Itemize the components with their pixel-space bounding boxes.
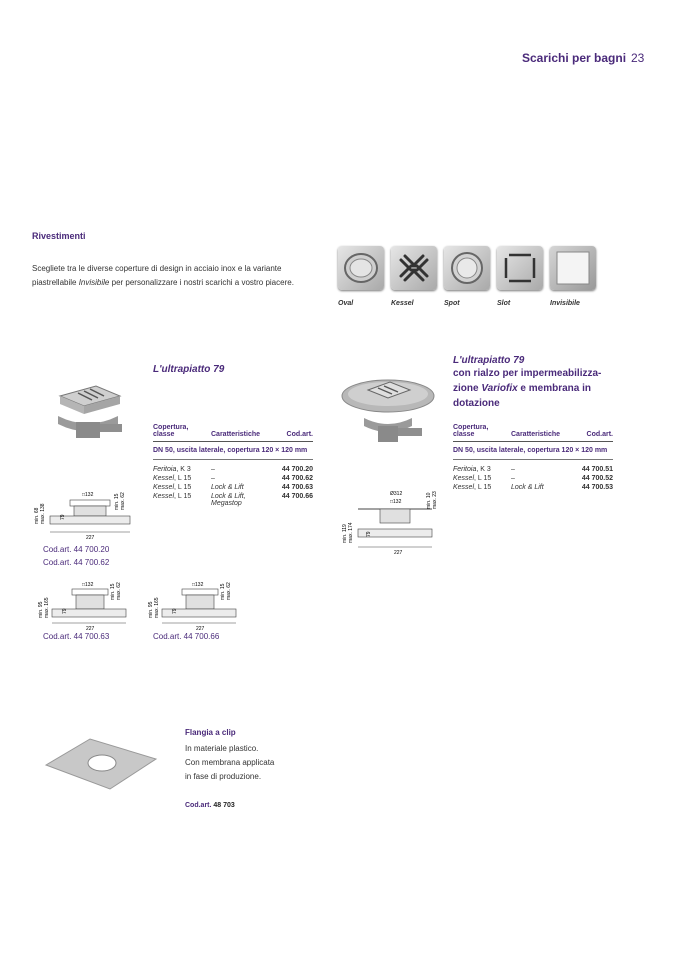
cell-feature: – [511,475,515,482]
cell-cover [153,492,211,508]
dim-227: 227 [196,626,205,632]
cell-cover [153,474,211,483]
cell-feature: – [511,466,515,473]
dim-max165: max. 165 [154,597,160,618]
drawing-2-svg [34,578,134,632]
table-row [153,474,313,483]
cover-class: , L 15 [174,475,192,482]
code-label-2: Cod.art. 44 700.62 [43,558,110,567]
product2-heading [453,355,623,411]
table-header-row [153,424,313,442]
dim-min10: min. 10 [426,492,432,509]
cover-spot-image [444,246,490,290]
cover-label-invisibile: Invisibile [550,300,580,307]
product1-table-wrap [153,424,313,508]
dn-row [453,442,613,460]
cell-code: 44 700.52 [581,475,613,482]
drawing-3-svg [144,578,244,632]
table-row [153,483,313,492]
code-label-4: Cod.art. 44 700.66 [153,632,220,641]
cell-code: 44 700.66 [281,493,313,500]
cover-name: Kessel [453,475,475,482]
dim-227: 227 [394,550,403,556]
dn-text: DN 50, uscita laterale, copertura 120 × 120 mm [453,442,613,460]
rivestimenti-title: Rivestimenti [32,231,86,241]
membrane-flange-icon [40,735,160,795]
cell-code: 44 700.53 [581,484,613,491]
table-row [453,483,613,492]
table-row [453,474,613,483]
dim-min15: min. 15 [114,493,120,510]
cover-name: Kessel [153,475,175,482]
drain-photo-icon [48,376,128,446]
dim-132: □132 [192,582,204,588]
cover-oval-image [338,246,384,290]
table-header-row [453,424,613,442]
slot-cover-icon [497,246,543,290]
col-copertura: Copertura, classe [153,424,211,442]
cover-name: Kessel [153,484,175,491]
cover-class: , K 3 [476,466,491,473]
code-label-1: Cod.art. 44 700.20 [43,545,110,554]
dim-min95: min. 95 [38,601,44,618]
dim-132: □132 [82,492,94,498]
cover-invisibile-image [550,246,596,290]
dim-227: 227 [86,535,95,541]
cell-feature: – [211,475,215,482]
cell-code: 44 700.62 [281,475,313,482]
drawing-1-svg [30,488,140,544]
dim-max165: max. 165 [44,597,50,618]
cell-cover [453,460,511,475]
cell-cover [453,474,511,483]
cover-class: , L 15 [174,493,192,500]
kessel-cover-icon [391,246,437,290]
oval-cover-icon [338,246,384,290]
cover-name: Kessel [453,484,475,491]
cell-feature: Lock & Lift [211,484,244,491]
dim-79: 79 [366,531,372,537]
dim-min119: min. 119 [342,524,348,543]
drawing-4-svg [336,485,448,559]
flangia-code [185,802,235,809]
col-copertura: Copertura, classe [453,424,511,442]
cover-label-oval: Oval [338,300,354,307]
technical-drawing-4 [336,485,448,564]
dim-312: Ø312 [390,491,403,497]
col-caratteristiche: Caratteristiche [211,424,273,442]
flangia-code-label: Cod.art. [185,802,212,809]
product2-title: L'ultrapiatto 79 [453,355,525,366]
product2-photo [338,368,438,457]
cell-code: 44 700.20 [281,466,313,473]
cell-cover [153,483,211,492]
cover-class: , L 15 [474,475,492,482]
product2-sub-line1: con rialzo per impermeabilizza- [453,368,602,379]
table-row [153,492,313,508]
product2-sub-line3: dotazione [453,398,500,409]
invisibile-cover-icon [550,246,596,290]
product1-photo [48,376,128,451]
code-label-3: Cod.art. 44 700.63 [43,632,110,641]
cover-class: , L 15 [174,484,192,491]
flangia-line-3: in fase di produzione. [185,772,262,781]
spot-cover-icon [444,246,490,290]
dim-max62: max. 62 [120,492,126,510]
flangia-line-2: Con membrana applicata [185,758,275,767]
section-header-title: Scarichi per bagni [522,51,627,65]
dim-max62: max. 62 [226,582,232,600]
technical-drawing-1 [30,488,140,549]
cell-cover [153,460,211,475]
dim-max62: max. 62 [116,582,122,600]
drain-with-flange-icon [338,368,438,452]
cover-name: Kessel [153,493,175,500]
dim-min95: min. 95 [148,601,154,618]
cell-code: 44 700.63 [281,484,313,491]
cell-feature: Lock & Lift, Megastop [211,493,246,507]
product2-sub-line2 [453,381,623,396]
dim-79: 79 [62,608,68,614]
flangia-photo [40,735,160,800]
table-row [453,460,613,475]
dim-min68: min. 68 [34,507,40,524]
technical-drawing-3 [144,578,244,637]
col-codart: Cod.art. [573,424,613,442]
cover-name: Feritoia [153,466,177,473]
intro-text-italic: Invisibile [78,278,110,287]
cell-feature: – [211,466,215,473]
sub2-italic: Variofix [481,383,518,394]
dim-max138: max. 138 [40,503,46,524]
cell-feature: Lock & Lift [511,484,544,491]
dim-79: 79 [172,608,178,614]
cell-code: 44 700.51 [581,466,613,473]
cover-label-spot: Spot [444,300,460,307]
intro-text-a: Scegliete tra le diverse coperture di design in acciaio inox e la variante piastrellabile [32,264,282,287]
cover-class: , L 15 [474,484,492,491]
cell-cover [453,483,511,492]
product1-spec-table [153,424,313,508]
dim-max23: max. 23 [432,491,438,509]
flangia-line-1: In materiale plastico. [185,744,259,753]
dim-min15: min. 15 [220,583,226,600]
dn-row [153,442,313,460]
cover-kessel-image [391,246,437,290]
product2-spec-table [453,424,613,492]
dim-132: □132 [82,582,94,588]
col-codart: Cod.art. [273,424,313,442]
col-caratteristiche: Caratteristiche [511,424,573,442]
product2-table-wrap [453,424,613,492]
cover-label-slot: Slot [497,300,511,307]
product1-title: L'ultrapiatto 79 [153,364,225,375]
dim-227: 227 [86,626,95,632]
cover-slot-image [497,246,543,290]
flangia-code-value: 48 703 [213,802,235,809]
cover-label-kessel: Kessel [391,300,414,307]
page-number: 23 [631,51,645,65]
dim-79: 79 [60,514,66,520]
dn-text: DN 50, uscita laterale, copertura 120 × 120 mm [153,442,313,460]
dim-min15: min. 15 [110,583,116,600]
sub2-a: zione [453,383,482,394]
dim-max174: max. 174 [348,522,354,543]
cover-class: , K 3 [176,466,191,473]
rivestimenti-text [32,262,302,290]
technical-drawing-2 [34,578,134,637]
intro-text-b: per personalizzare i nostri scarichi a vostro piacere. [109,278,294,287]
dim-132: □132 [390,499,402,505]
cover-name: Feritoia [453,466,477,473]
flangia-title: Flangia a clip [185,728,236,737]
table-row [153,460,313,475]
sub2-b: e membrana in [517,383,592,394]
flangia-description [185,742,305,784]
